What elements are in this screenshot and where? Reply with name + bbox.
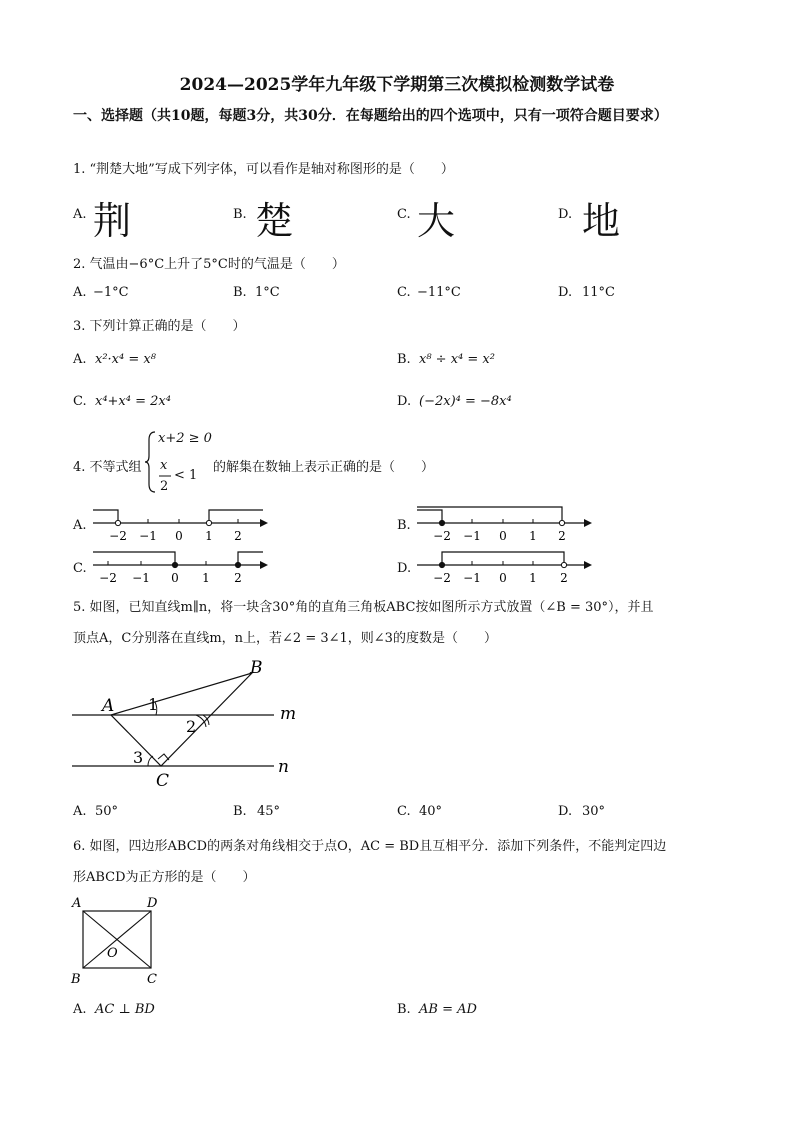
q4d-tick-neg2: −2 (433, 571, 451, 585)
q5-option-a-text: 50° (95, 804, 119, 819)
q4-number-line-d (412, 546, 597, 588)
q5-label-n: n (278, 757, 289, 777)
q1-option-a-char: 荆 (93, 199, 132, 243)
q4c-tick-0: 0 (171, 571, 179, 585)
q2-option-d-label: D. (558, 285, 573, 300)
q4-suffix: 的解集在数轴上表示正确的是（ ） (213, 460, 435, 475)
q1-option-c-label: C. (397, 207, 411, 222)
q6-option-b-text: AB = AD (419, 1002, 477, 1017)
q2-option-b-text: 1°C (255, 285, 280, 300)
q3-option-b-label: B. (397, 352, 411, 367)
q4d-tick-0: 0 (499, 571, 507, 585)
q4a-tick-neg2: −2 (109, 529, 127, 543)
q5-figure (68, 655, 308, 795)
q3-option-c-text: x⁴+x⁴ = 2x⁴ (95, 394, 171, 409)
q6-stem-line1: 6. 如图，四边形ABCD的两条对角线相交于点O，AC = BD且互相平分．添加下列条件，不能判定四边 (73, 839, 667, 854)
q4-number-line-c (88, 546, 273, 588)
q5-angle-2: 2 (186, 717, 197, 736)
q5-label-b: B (250, 658, 263, 678)
q2-option-b-label: B. (233, 285, 247, 300)
q1-stem: 1. “荆楚大地”写成下列字体，可以看作是轴对称图形的是（ ） (73, 162, 454, 177)
section-heading: 一、选择题（共10题，每题3分，共30分．在每题给出的四个选项中，只有一项符合题目要求） (73, 108, 668, 124)
q3-option-a-label: A. (73, 352, 87, 367)
q4-ineq2-relation: < 1 (174, 468, 198, 483)
q6-label-o: O (107, 946, 118, 961)
q1-option-b-char: 楚 (255, 199, 294, 243)
q5-option-b-text: 45° (257, 804, 281, 819)
q5-angle-1: 1 (148, 695, 159, 714)
q4-option-a-label: A. (73, 518, 87, 533)
q1-option-d-label: D. (558, 207, 573, 222)
q5-option-b-label: B. (233, 804, 247, 819)
q4-option-b-label: B. (397, 518, 411, 533)
q4a-tick-1: 1 (205, 529, 213, 543)
q2-option-c-text: −11°C (417, 285, 461, 300)
q2-option-a-text: −1°C (93, 285, 129, 300)
q6-label-d: D (147, 896, 158, 911)
q4d-tick-neg1: −1 (463, 571, 481, 585)
q5-option-d-text: 30° (582, 804, 606, 819)
q4c-tick-1: 1 (202, 571, 210, 585)
q5-label-a: A (102, 696, 115, 716)
q5-label-c: C (156, 771, 170, 791)
q6-figure (66, 893, 166, 989)
q1-option-b-label: B. (233, 207, 247, 222)
q4-prefix: 4. 不等式组 (73, 460, 142, 475)
q3-option-d-text: (−2x)⁴ = −8x⁴ (419, 394, 512, 409)
q4a-tick-2: 2 (234, 529, 242, 543)
q4-ineq2-numerator: x (160, 458, 168, 473)
q6-option-a-label: A. (73, 1002, 87, 1017)
q3-stem: 3. 下列计算正确的是（ ） (73, 319, 246, 334)
q1-option-d-char: 地 (582, 199, 621, 243)
q5-angle-3: 3 (133, 748, 144, 767)
q4b-tick-0: 0 (499, 529, 507, 543)
q4-option-c-label: C. (73, 561, 87, 576)
q6-option-a-text: AC ⊥ BD (95, 1002, 155, 1017)
q1-option-c-char: 大 (417, 199, 456, 243)
q4-option-d-label: D. (397, 561, 412, 576)
q3-option-b-text: x⁸ ÷ x⁴ = x² (419, 352, 495, 367)
q3-option-d-label: D. (397, 394, 412, 409)
page-title: 2024—2025学年九年级下学期第三次模拟检测数学试卷 (179, 75, 615, 95)
q4-number-line-b (412, 504, 597, 546)
q4a-tick-neg1: −1 (139, 529, 157, 543)
q5-option-c-text: 40° (419, 804, 443, 819)
q4a-tick-0: 0 (175, 529, 183, 543)
q4b-tick-neg2: −2 (433, 529, 451, 543)
q6-stem-line2: 形ABCD为正方形的是（ ） (73, 870, 256, 885)
q6-label-b: B (71, 972, 81, 987)
q2-option-c-label: C. (397, 285, 411, 300)
q4-number-line-a (88, 504, 273, 546)
q3-option-c-label: C. (73, 394, 87, 409)
q4-ineq1: x+2 ≥ 0 (158, 431, 212, 446)
q2-option-a-label: A. (73, 285, 87, 300)
q4d-tick-1: 1 (529, 571, 537, 585)
q4c-tick-neg1: −1 (132, 571, 150, 585)
q4d-tick-2: 2 (560, 571, 568, 585)
q2-stem: 2. 气温由−6°C上升了5°C时的气温是（ ） (73, 257, 345, 272)
q4c-tick-neg2: −2 (99, 571, 117, 585)
q6-option-b-label: B. (397, 1002, 411, 1017)
q3-option-a-text: x²·x⁴ = x⁸ (95, 352, 156, 367)
q4c-tick-2: 2 (234, 571, 242, 585)
q5-option-d-label: D. (558, 804, 573, 819)
q4b-tick-neg1: −1 (463, 529, 481, 543)
q6-label-c: C (147, 972, 157, 987)
q4b-tick-2: 2 (558, 529, 566, 543)
q6-label-a: A (72, 896, 82, 911)
q5-option-a-label: A. (73, 804, 87, 819)
q5-label-m: m (280, 704, 297, 724)
q5-stem-line2: 顶点A，C分别落在直线m，n上，若∠2 = 3∠1，则∠3的度数是（ ） (73, 631, 497, 646)
q4-ineq2-denominator: 2 (160, 479, 169, 494)
q1-option-a-label: A. (73, 207, 87, 222)
q5-stem-line1: 5. 如图，已知直线m∥n，将一块含30°角的直角三角板ABC按如图所示方式放置（∠B = 30°），并且 (73, 600, 654, 615)
q4b-tick-1: 1 (529, 529, 537, 543)
q5-option-c-label: C. (397, 804, 411, 819)
q2-option-d-text: 11°C (582, 285, 615, 300)
